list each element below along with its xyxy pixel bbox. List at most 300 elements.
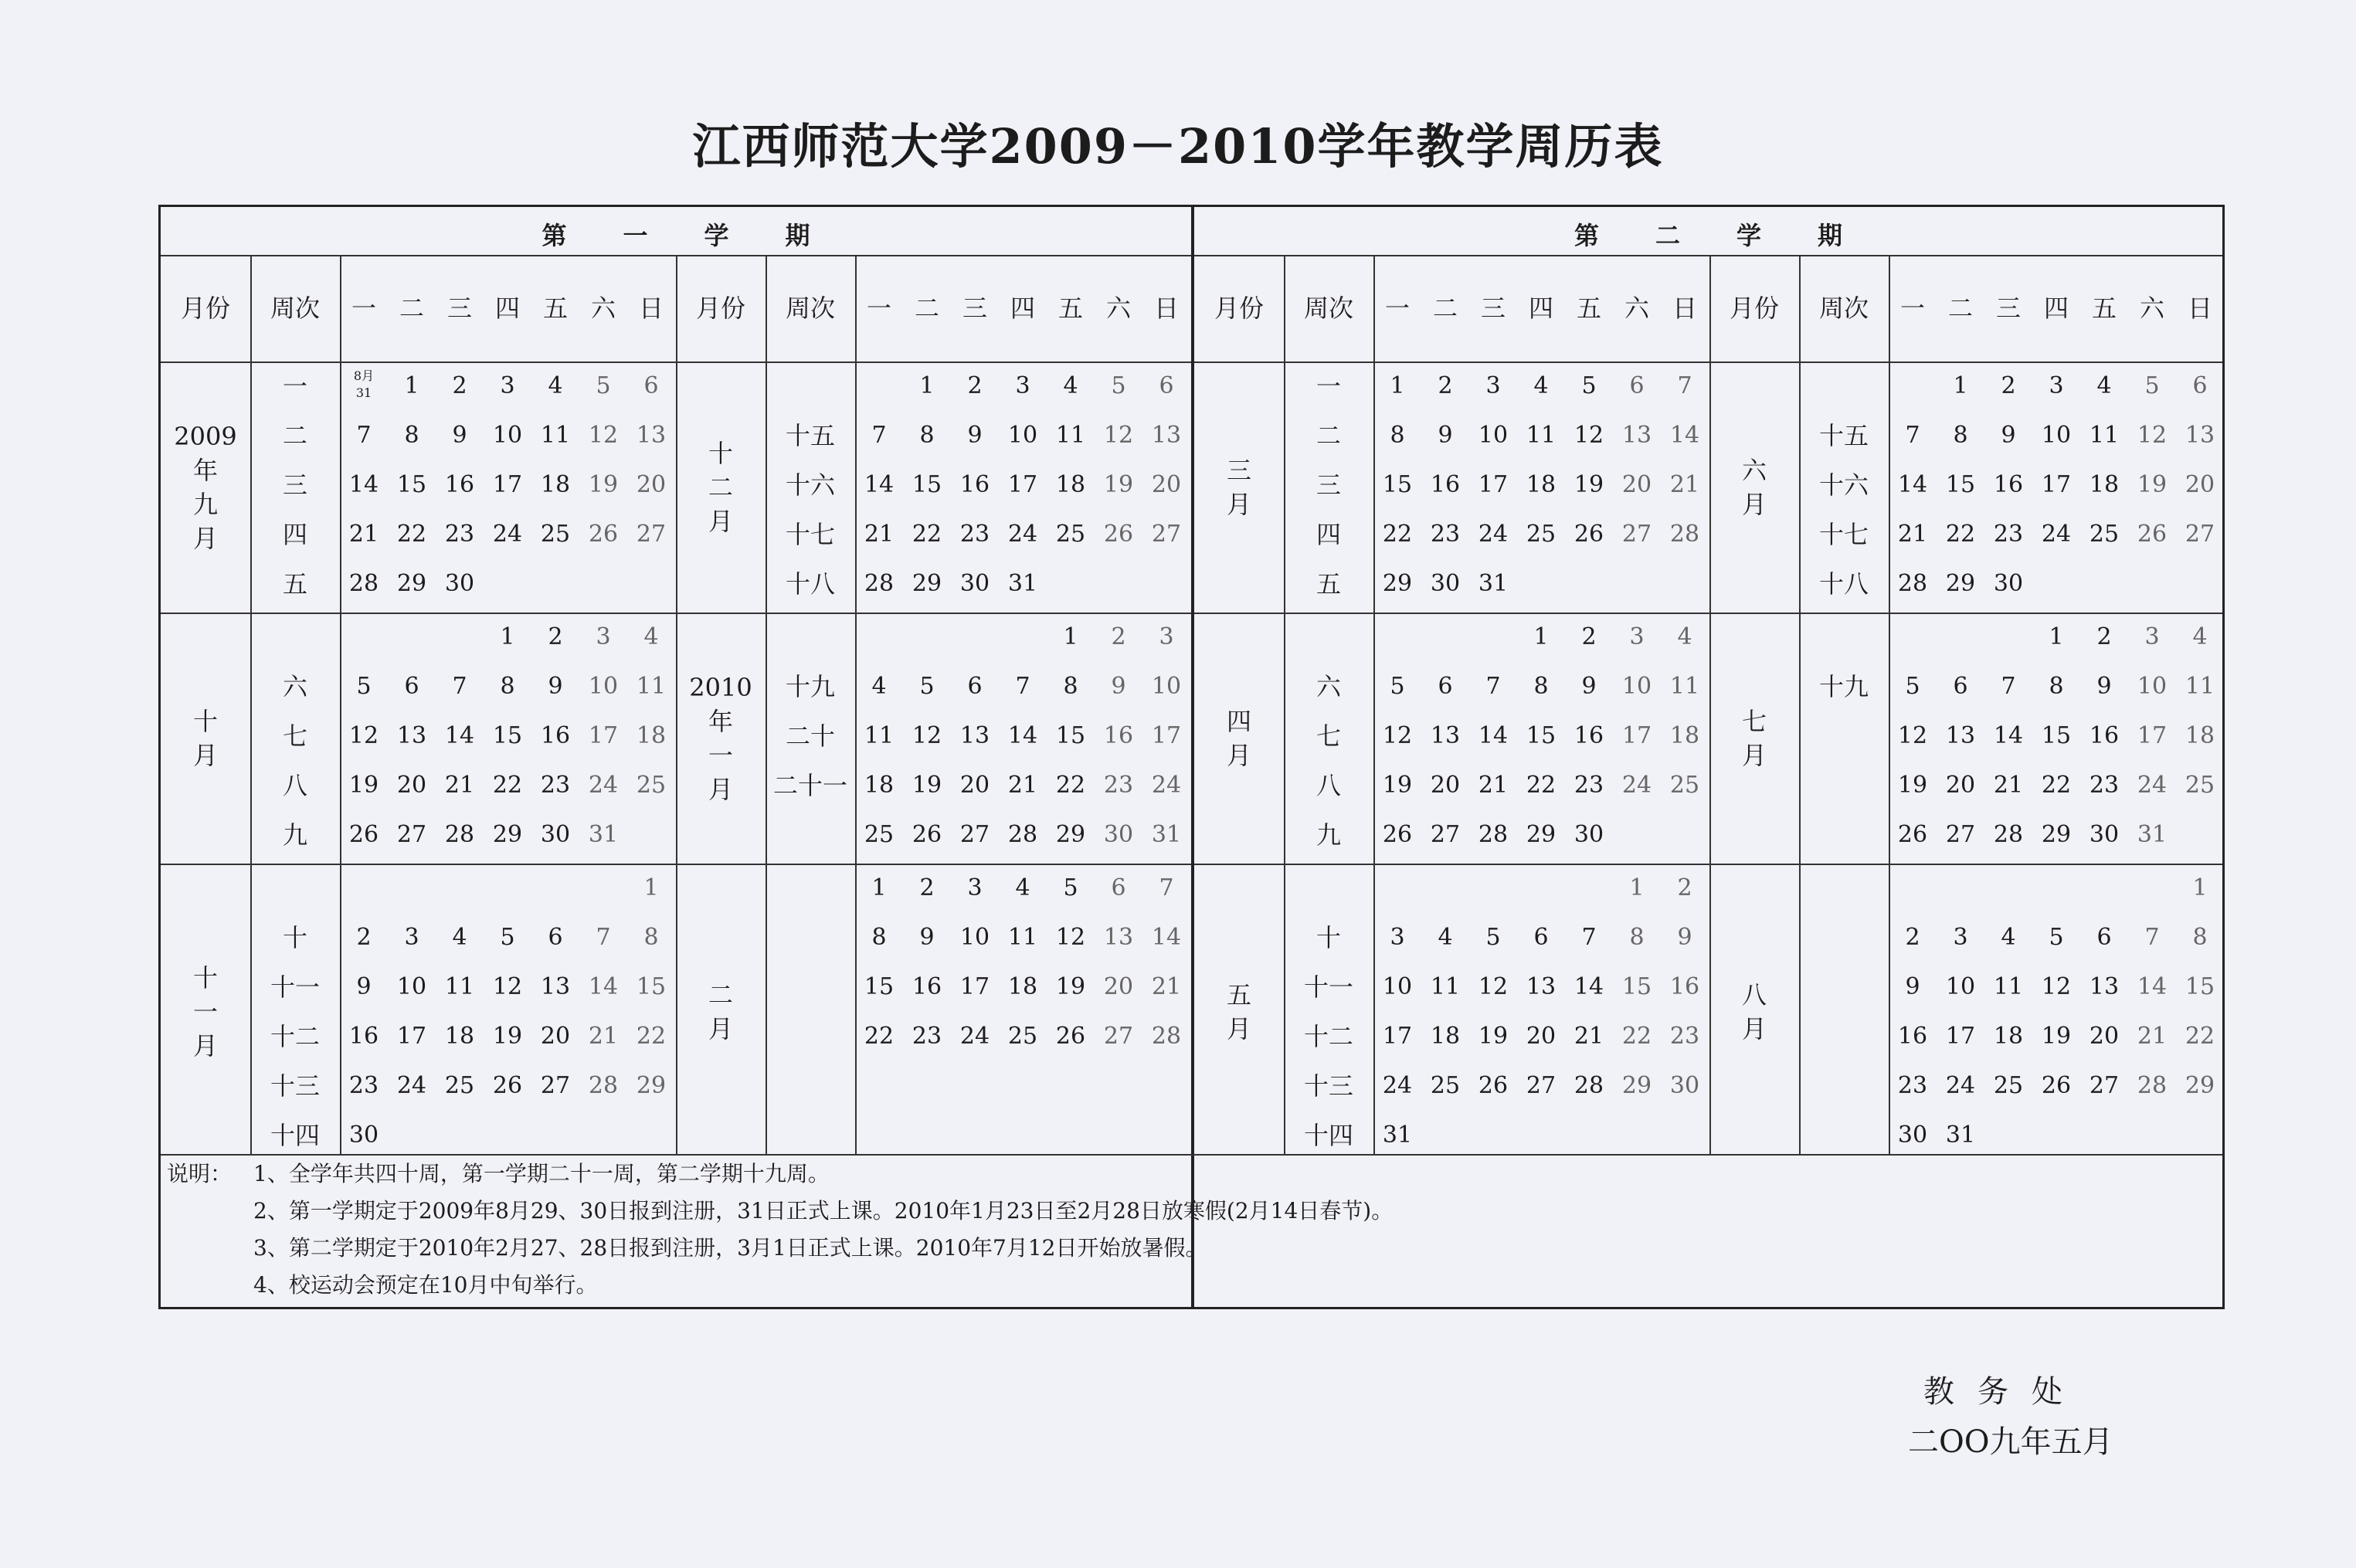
issuing-office: 教务处: [1923, 1374, 2086, 1410]
day-cell: 17: [492, 471, 523, 498]
day-cell: [627, 561, 675, 607]
column-header: 二: [914, 294, 939, 323]
day-cell: 10: [1007, 422, 1038, 449]
day-cell: 17: [2137, 722, 2168, 749]
semester-heading-char: 学: [1736, 221, 1762, 250]
column-header: 月份: [695, 294, 745, 323]
day-cell: 25: [1430, 1072, 1461, 1099]
day-cell: 11: [1669, 673, 1700, 700]
day-cell: 29: [2041, 821, 2072, 848]
day-cell: 26: [492, 1072, 523, 1099]
day-cell: 18: [444, 1023, 475, 1050]
day-cell: 21: [348, 521, 379, 548]
day-cell: 20: [1430, 772, 1461, 799]
day-cell: 8: [1953, 422, 1968, 449]
day-cell: 11: [636, 673, 667, 700]
day-cell: 13: [1526, 973, 1557, 1000]
day-cell: 22: [396, 521, 427, 548]
day-cell: 5: [1111, 372, 1126, 399]
day-cell: 23: [348, 1072, 379, 1099]
day-cell: 30: [1669, 1072, 1700, 1099]
note-item: 4、校运动会预定在10月中旬举行。: [253, 1272, 598, 1298]
day-cell: 11: [864, 722, 895, 749]
day-cell: 20: [396, 772, 427, 799]
day-cell: 26: [1573, 521, 1604, 548]
month-label: 六 月: [1741, 455, 1767, 519]
day-cell: 10: [2137, 673, 2168, 700]
day-cell: 7: [1677, 372, 1692, 399]
day-cell: 1: [1533, 623, 1549, 650]
day-cell: 2: [967, 372, 983, 399]
column-header: 四: [2043, 294, 2069, 323]
day-cell: 16: [912, 973, 942, 1000]
day-cell: 22: [2041, 772, 2072, 799]
document-title: 江西师范大学2009－2010学年教学周历表: [692, 118, 1664, 175]
day-cell: 15: [1055, 722, 1086, 749]
day-cell: 22: [1621, 1023, 1652, 1050]
column-header: 周次: [1818, 294, 1869, 323]
day-cell: 1: [1390, 372, 1405, 399]
day-cell: 31: [2137, 821, 2168, 848]
issue-date: 二OO九年五月: [1908, 1424, 2113, 1460]
day-cell: [2128, 1112, 2176, 1159]
day-cell: 24: [492, 521, 523, 548]
week-number: 二十: [785, 721, 835, 751]
column-header: 五: [542, 294, 568, 323]
week-number: 十八: [1818, 569, 1869, 599]
day-cell: 4: [1677, 623, 1692, 650]
day-cell: 6: [404, 673, 419, 700]
day-cell: 21: [2137, 1023, 2168, 1050]
day-cell: 6: [1111, 874, 1126, 901]
day-cell: 23: [540, 772, 571, 799]
week-number: 四: [282, 520, 307, 549]
day-cell: 9: [2001, 422, 2016, 449]
day-cell: 27: [1151, 521, 1182, 548]
day-cell: 19: [1478, 1023, 1509, 1050]
day-cell: [855, 363, 903, 409]
day-cell: 30: [1573, 821, 1604, 848]
day-cell: 6: [2192, 372, 2208, 399]
day-cell: 28: [864, 570, 895, 597]
day-cell: 16: [1573, 722, 1604, 749]
day-cell: 12: [492, 973, 523, 1000]
week-number: 十四: [270, 1121, 320, 1150]
day-cell: 24: [1382, 1072, 1413, 1099]
day-cell: 10: [1151, 673, 1182, 700]
day-cell: 29: [1382, 570, 1413, 597]
day-cell: [388, 614, 436, 660]
day-cell: 8月 31: [353, 368, 375, 400]
day-cell: 2: [1438, 372, 1453, 399]
week-number: 六: [1315, 672, 1341, 701]
day-cell: 4: [2096, 372, 2112, 399]
day-cell: [1517, 865, 1565, 911]
day-cell: 24: [1478, 521, 1509, 548]
column-header: 日: [1153, 294, 1179, 323]
day-cell: 27: [540, 1072, 571, 1099]
day-cell: 15: [912, 471, 942, 498]
day-cell: 23: [1897, 1072, 1928, 1099]
day-cell: [903, 614, 951, 660]
day-cell: [1565, 561, 1613, 607]
day-cell: 8: [1063, 673, 1078, 700]
day-cell: 20: [1621, 471, 1652, 498]
day-cell: 24: [959, 1023, 990, 1050]
day-cell: 19: [2137, 471, 2168, 498]
day-cell: 3: [2144, 623, 2160, 650]
day-cell: [2128, 865, 2176, 911]
day-cell: 16: [2089, 722, 2120, 749]
day-cell: 9: [452, 422, 467, 449]
day-cell: 10: [1478, 422, 1509, 449]
day-cell: 21: [1478, 772, 1509, 799]
column-header: 月份: [180, 294, 230, 323]
day-cell: 31: [1382, 1122, 1413, 1149]
day-cell: 9: [1438, 422, 1453, 449]
day-cell: 8: [1390, 422, 1405, 449]
day-cell: 29: [636, 1072, 667, 1099]
day-cell: 14: [1151, 924, 1182, 951]
day-cell: [531, 561, 579, 607]
week-number: 十九: [1818, 672, 1869, 701]
column-header: 五: [2091, 294, 2117, 323]
day-cell: 20: [1526, 1023, 1557, 1050]
day-cell: 12: [1055, 924, 1086, 951]
day-cell: 19: [588, 471, 619, 498]
day-cell: 16: [444, 471, 475, 498]
day-cell: 8: [404, 422, 419, 449]
day-cell: [484, 865, 531, 911]
month-label: 五 月: [1226, 980, 1251, 1044]
day-cell: [1984, 1112, 2032, 1159]
day-cell: 26: [348, 821, 379, 848]
day-cell: 25: [636, 772, 667, 799]
day-cell: 3: [500, 372, 515, 399]
column-header: 四: [1528, 294, 1553, 323]
semester-heading: [161, 207, 1191, 256]
day-cell: 29: [912, 570, 942, 597]
day-cell: 14: [444, 722, 475, 749]
month-label: 十 月: [192, 706, 218, 770]
semester-heading-char: 第: [541, 221, 567, 250]
day-cell: 10: [492, 422, 523, 449]
week-number: 十五: [1818, 421, 1869, 450]
column-header: 日: [2187, 294, 2212, 323]
week-number: 十四: [1303, 1121, 1353, 1150]
semester-heading-char: 第: [1574, 221, 1600, 250]
week-number: 九: [1315, 820, 1341, 850]
day-cell: 5: [2049, 924, 2064, 951]
day-cell: 30: [959, 570, 990, 597]
day-cell: 24: [588, 772, 619, 799]
semester-2-panel: [1194, 207, 2222, 1307]
day-cell: [1047, 561, 1095, 607]
day-cell: [2128, 561, 2176, 607]
day-cell: 25: [1007, 1023, 1038, 1050]
day-cell: 16: [959, 471, 990, 498]
day-cell: [1984, 865, 2032, 911]
day-cell: [1984, 614, 2032, 660]
day-cell: 18: [1055, 471, 1086, 498]
column-header: 五: [1057, 294, 1083, 323]
day-cell: 22: [912, 521, 942, 548]
day-cell: [1565, 1112, 1613, 1159]
day-cell: 25: [2185, 772, 2215, 799]
note-item: 3、第二学期定于2010年2月27、28日报到注册，3月1日正式上课。2010年7月12日开始放暑假。: [253, 1235, 1207, 1261]
day-cell: 2: [919, 874, 935, 901]
day-cell: 18: [636, 722, 667, 749]
day-cell: 31: [1151, 821, 1182, 848]
week-number: 十一: [1303, 972, 1353, 1002]
day-cell: [1613, 561, 1661, 607]
day-cell: 21: [1151, 973, 1182, 1000]
day-cell: 4: [1533, 372, 1549, 399]
day-cell: 29: [1526, 821, 1557, 848]
day-cell: [1469, 614, 1517, 660]
day-cell: 27: [636, 521, 667, 548]
month-label: 四 月: [1226, 706, 1251, 770]
column-header: 一: [1899, 294, 1925, 323]
week-number: [766, 915, 855, 961]
day-cell: 2: [452, 372, 467, 399]
day-cell: 12: [2041, 973, 2072, 1000]
day-cell: [388, 865, 436, 911]
column-header: 一: [351, 294, 376, 323]
day-cell: 13: [540, 973, 571, 1000]
day-cell: 23: [444, 521, 475, 548]
day-cell: 22: [1526, 772, 1557, 799]
day-cell: 7: [1905, 422, 1920, 449]
day-cell: [436, 1112, 484, 1159]
day-cell: 8: [919, 422, 935, 449]
day-cell: 21: [588, 1023, 619, 1050]
day-cell: 15: [492, 722, 523, 749]
day-cell: 5: [500, 924, 515, 951]
day-cell: 20: [1151, 471, 1182, 498]
day-cell: [2080, 561, 2128, 607]
day-cell: 27: [1103, 1023, 1134, 1050]
column-header: 四: [1010, 294, 1035, 323]
day-cell: 14: [1573, 973, 1604, 1000]
day-cell: 29: [2185, 1072, 2215, 1099]
day-cell: 1: [500, 623, 515, 650]
day-cell: [1889, 865, 1937, 911]
day-cell: 30: [1430, 570, 1461, 597]
day-cell: 1: [1063, 623, 1078, 650]
day-cell: 8: [1533, 673, 1549, 700]
day-cell: 21: [1669, 471, 1700, 498]
semester-heading-char: 学: [704, 221, 729, 250]
day-cell: 13: [959, 722, 990, 749]
day-cell: 29: [1621, 1072, 1652, 1099]
day-cell: [1565, 865, 1613, 911]
day-cell: 9: [967, 422, 983, 449]
day-cell: 13: [1103, 924, 1134, 951]
column-header: 六: [2139, 294, 2164, 323]
day-cell: 7: [1581, 924, 1597, 951]
day-cell: 19: [492, 1023, 523, 1050]
day-cell: 22: [1382, 521, 1413, 548]
day-cell: 28: [1151, 1023, 1182, 1050]
day-cell: [340, 865, 388, 911]
column-header: 三: [962, 294, 987, 323]
day-cell: 8: [500, 673, 515, 700]
week-number: 四: [1315, 520, 1341, 549]
day-cell: 6: [1533, 924, 1549, 951]
day-cell: 21: [444, 772, 475, 799]
day-cell: 5: [1063, 874, 1078, 901]
day-cell: 26: [1382, 821, 1413, 848]
week-number: 十六: [785, 470, 835, 500]
week-number: [1799, 915, 1889, 961]
week-number: [250, 614, 340, 660]
day-cell: 17: [1478, 471, 1509, 498]
day-cell: 26: [1055, 1023, 1086, 1050]
day-cell: 30: [540, 821, 571, 848]
week-number: [766, 614, 855, 660]
day-cell: 8: [2192, 924, 2208, 951]
day-cell: [436, 865, 484, 911]
day-cell: 17: [1151, 722, 1182, 749]
day-cell: [388, 1112, 436, 1159]
day-cell: 28: [1007, 821, 1038, 848]
day-cell: 24: [396, 1072, 427, 1099]
week-number: 二十一: [772, 771, 847, 800]
day-cell: 6: [1438, 673, 1453, 700]
column-header: 五: [1576, 294, 1601, 323]
day-cell: 18: [2185, 722, 2215, 749]
day-cell: 15: [2041, 722, 2072, 749]
column-header: 日: [638, 294, 664, 323]
day-cell: 19: [1382, 772, 1413, 799]
day-cell: 15: [864, 973, 895, 1000]
day-cell: 14: [588, 973, 619, 1000]
day-cell: 28: [1897, 570, 1928, 597]
semester-heading-char: 二: [1655, 221, 1681, 250]
week-number: 七: [282, 721, 307, 751]
day-cell: 4: [452, 924, 467, 951]
day-cell: [1613, 1112, 1661, 1159]
day-cell: 4: [1015, 874, 1030, 901]
week-number: [766, 1013, 855, 1060]
day-cell: 5: [919, 673, 935, 700]
day-cell: 30: [2089, 821, 2120, 848]
note-item: 2、第一学期定于2009年8月29、30日报到注册，31日正式上课。2010年1月23日至2月28日放寒假(2月14日春节)。: [253, 1198, 1394, 1224]
day-cell: [2032, 561, 2080, 607]
day-cell: 16: [348, 1023, 379, 1050]
day-cell: 11: [444, 973, 475, 1000]
day-cell: 30: [444, 570, 475, 597]
day-cell: 1: [2192, 874, 2208, 901]
day-cell: 14: [1007, 722, 1038, 749]
day-cell: 10: [1621, 673, 1652, 700]
column-header: 一: [866, 294, 891, 323]
day-cell: 18: [540, 471, 571, 498]
day-cell: 15: [2185, 973, 2215, 1000]
column-header: 三: [1480, 294, 1506, 323]
day-cell: 19: [1103, 471, 1134, 498]
day-cell: 10: [588, 673, 619, 700]
day-cell: 6: [2096, 924, 2112, 951]
week-number: [1799, 865, 1889, 911]
day-cell: 3: [2049, 372, 2064, 399]
day-cell: 14: [1669, 422, 1700, 449]
day-cell: [2032, 865, 2080, 911]
day-cell: 19: [1055, 973, 1086, 1000]
column-header: 三: [446, 294, 472, 323]
day-cell: 13: [2089, 973, 2120, 1000]
week-number: 五: [1315, 569, 1341, 599]
week-number: [766, 1063, 855, 1109]
day-cell: 9: [548, 673, 563, 700]
day-cell: 23: [1430, 521, 1461, 548]
column-header: 二: [399, 294, 424, 323]
day-cell: 9: [919, 924, 935, 951]
week-number: [1799, 762, 1889, 809]
week-number: 二: [282, 421, 307, 450]
day-cell: 1: [871, 874, 887, 901]
day-cell: 4: [2001, 924, 2016, 951]
day-cell: 3: [1953, 924, 1968, 951]
day-cell: 3: [404, 924, 419, 951]
day-cell: 13: [396, 722, 427, 749]
day-cell: 7: [452, 673, 467, 700]
month-label: 三 月: [1226, 455, 1251, 519]
column-header: 月份: [1729, 294, 1779, 323]
day-cell: 8: [2049, 673, 2064, 700]
day-cell: 5: [1905, 673, 1920, 700]
column-header: 二: [1947, 294, 1973, 323]
day-cell: [2080, 1112, 2128, 1159]
day-cell: 5: [2144, 372, 2160, 399]
day-cell: [1937, 614, 1984, 660]
day-cell: [1142, 561, 1190, 607]
day-cell: 18: [1430, 1023, 1461, 1050]
day-cell: 26: [588, 521, 619, 548]
day-cell: 9: [1905, 973, 1920, 1000]
week-number: [1799, 713, 1889, 759]
month-label: 十 二 月: [708, 438, 733, 536]
day-cell: 20: [636, 471, 667, 498]
day-cell: 30: [1993, 570, 2024, 597]
week-number: [250, 865, 340, 911]
day-cell: 17: [1621, 722, 1652, 749]
day-cell: 30: [1897, 1122, 1928, 1149]
day-cell: 3: [596, 623, 611, 650]
day-cell: 3: [967, 874, 983, 901]
day-cell: 28: [444, 821, 475, 848]
day-cell: 15: [396, 471, 427, 498]
day-cell: 2: [1581, 623, 1597, 650]
day-cell: 6: [1953, 673, 1968, 700]
day-cell: 17: [959, 973, 990, 1000]
day-cell: 17: [1382, 1023, 1413, 1050]
day-cell: 24: [1621, 772, 1652, 799]
day-cell: 2: [2096, 623, 2112, 650]
day-cell: 3: [1015, 372, 1030, 399]
day-cell: 28: [348, 570, 379, 597]
day-cell: 12: [912, 722, 942, 749]
day-cell: 20: [1103, 973, 1134, 1000]
day-cell: 1: [643, 874, 659, 901]
day-cell: 2: [1677, 874, 1692, 901]
day-cell: 31: [1007, 570, 1038, 597]
day-cell: 4: [548, 372, 563, 399]
day-cell: 28: [588, 1072, 619, 1099]
day-cell: [1661, 1112, 1709, 1159]
semester-heading-char: 一: [623, 221, 648, 250]
